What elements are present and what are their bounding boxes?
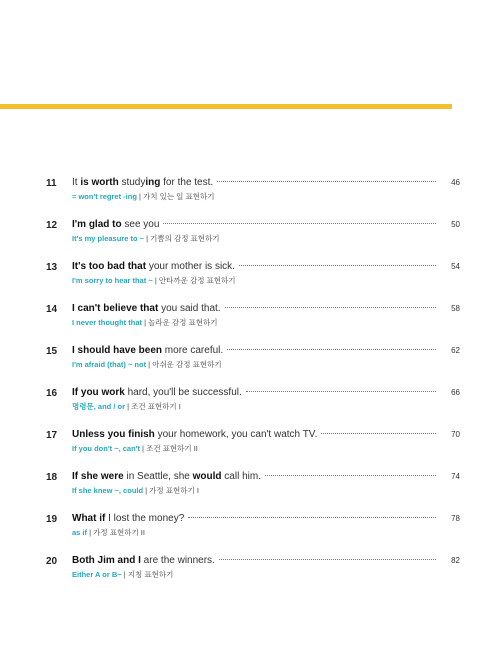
entry-title: [72, 554, 215, 568]
subtitle-description: | 조건 표현하기 I: [125, 402, 181, 411]
entry-title: [72, 512, 184, 526]
dot-leader: [321, 433, 436, 434]
title-post: for the test.: [160, 177, 214, 188]
title-bold: What if: [72, 513, 106, 524]
dot-leader: [188, 517, 436, 518]
dot-leader: [163, 223, 436, 224]
subtitle-expression: I'm afraid (that) ~ not: [72, 360, 147, 369]
title-mid: are the winners.: [140, 555, 215, 566]
dot-leader: [219, 559, 436, 560]
dot-leader: [217, 181, 436, 182]
entry-subtitle: [72, 402, 181, 412]
entry-subtitle: [72, 234, 220, 244]
entry-line: [72, 512, 460, 526]
page-number: 62: [451, 346, 460, 355]
title-mid: in Seattle, she: [123, 471, 193, 482]
title-mid: you said that.: [158, 303, 221, 314]
title-post: call him.: [221, 471, 261, 482]
entry-number: 16: [46, 388, 58, 399]
subtitle-description: | 조건 표현하기 II: [139, 444, 198, 453]
page-number: 58: [451, 304, 460, 313]
table-of-contents: [0, 176, 500, 596]
entry-title: [72, 218, 159, 232]
entry-subtitle: [72, 444, 198, 454]
subtitle-description: | 기쁨의 감정 표현하기: [144, 234, 220, 243]
title-bold: I can't believe that: [72, 303, 159, 314]
entry-title: [72, 470, 261, 484]
entry-title: [72, 176, 213, 190]
entry-line: [72, 470, 460, 484]
subtitle-expression: I never thought that: [72, 318, 142, 327]
subtitle-expression: = won't regret -ing: [72, 192, 137, 201]
entry-number: 17: [46, 430, 58, 441]
entry-number: 20: [46, 556, 58, 567]
page-number: 70: [451, 430, 460, 439]
subtitle-description: | 가치 있는 일 표현하기: [136, 192, 215, 201]
title-bold: If she were: [72, 471, 124, 482]
subtitle-description: | 가정 표현하기 II: [87, 528, 145, 537]
subtitle-expression: 명령문, and / or: [72, 402, 125, 411]
page-number: 50: [451, 220, 460, 229]
entry-subtitle: [72, 192, 215, 202]
entry-line: [72, 554, 460, 568]
entry-number: 14: [46, 304, 58, 315]
entry-line: [72, 302, 460, 316]
page-number: 82: [451, 556, 460, 565]
title-mid: your mother is sick.: [146, 261, 235, 272]
title-bold: is worth: [80, 177, 119, 188]
dot-leader: [265, 475, 436, 476]
subtitle-description: | 지칭 표현하기: [121, 570, 174, 579]
title-mid: more careful.: [162, 345, 224, 356]
subtitle-description: | 안타까운 감정 표현하기: [152, 276, 236, 285]
entry-line: [72, 344, 460, 358]
page-number: 54: [451, 262, 460, 271]
toc-entry[interactable]: [0, 176, 500, 218]
entry-subtitle: [72, 276, 236, 286]
page-number: 66: [451, 388, 460, 397]
toc-entry[interactable]: [0, 260, 500, 302]
entry-number: 18: [46, 472, 58, 483]
toc-entry[interactable]: [0, 218, 500, 260]
title-bold: Both Jim and I: [72, 555, 141, 566]
entry-line: [72, 428, 460, 442]
subtitle-description: | 가정 표현하기 I: [143, 486, 199, 495]
title-bold: Unless you finish: [72, 429, 155, 440]
title-bold: I'm glad to: [72, 219, 122, 230]
entry-subtitle: [72, 528, 145, 538]
entry-title: [72, 260, 235, 274]
dot-leader: [246, 391, 436, 392]
toc-entry[interactable]: [0, 302, 500, 344]
entry-number: 11: [46, 178, 57, 189]
entry-title: [72, 302, 221, 316]
subtitle-expression: If she knew ~, could: [72, 486, 144, 495]
title-bold-2: ing: [145, 177, 161, 188]
toc-entry[interactable]: [0, 344, 500, 386]
entry-subtitle: [72, 360, 222, 370]
entry-number: 13: [46, 262, 58, 273]
entry-number: 19: [46, 514, 58, 525]
title-mid: hard, you'll be successful.: [124, 387, 242, 398]
dot-leader: [227, 349, 436, 350]
entry-subtitle: [72, 318, 218, 328]
entry-line: [72, 386, 460, 400]
title-bold-2: would: [192, 471, 222, 482]
entry-line: [72, 218, 460, 232]
title-pre: It: [72, 177, 81, 188]
page-number: 46: [451, 178, 460, 187]
accent-rule: [0, 104, 452, 109]
title-mid: study: [118, 177, 146, 188]
toc-entry[interactable]: [0, 554, 500, 596]
toc-entry[interactable]: [0, 386, 500, 428]
entry-subtitle: [72, 486, 199, 496]
subtitle-description: | 아쉬운 감정 표현하기: [146, 360, 222, 369]
toc-entry[interactable]: [0, 428, 500, 470]
entry-title: [72, 344, 223, 358]
subtitle-expression: Either A or B~: [72, 570, 122, 579]
entry-number: 15: [46, 346, 58, 357]
toc-entry[interactable]: [0, 512, 500, 554]
entry-title: [72, 386, 242, 400]
title-mid: I lost the money?: [105, 513, 185, 524]
entry-number: 12: [46, 220, 58, 231]
entry-title: [72, 428, 317, 442]
subtitle-expression: It's my pleasure to ~: [72, 234, 145, 243]
toc-entry[interactable]: [0, 470, 500, 512]
subtitle-expression: I'm sorry to hear that ~: [72, 276, 153, 285]
title-mid: your homework, you can't watch TV.: [154, 429, 318, 440]
title-bold: I should have been: [72, 345, 163, 356]
dot-leader: [225, 307, 436, 308]
subtitle-description: | 놀라운 감정 표현하기: [142, 318, 218, 327]
entry-line: [72, 176, 460, 190]
title-bold: It's too bad that: [72, 261, 147, 272]
page-number: 74: [451, 472, 460, 481]
title-mid: see you: [121, 219, 160, 230]
subtitle-expression: If you don't ~, can't: [72, 444, 140, 453]
entry-subtitle: [72, 570, 173, 580]
dot-leader: [239, 265, 436, 266]
title-bold: If you work: [72, 387, 125, 398]
entry-line: [72, 260, 460, 274]
subtitle-expression: as if: [72, 528, 88, 537]
page-number: 78: [451, 514, 460, 523]
